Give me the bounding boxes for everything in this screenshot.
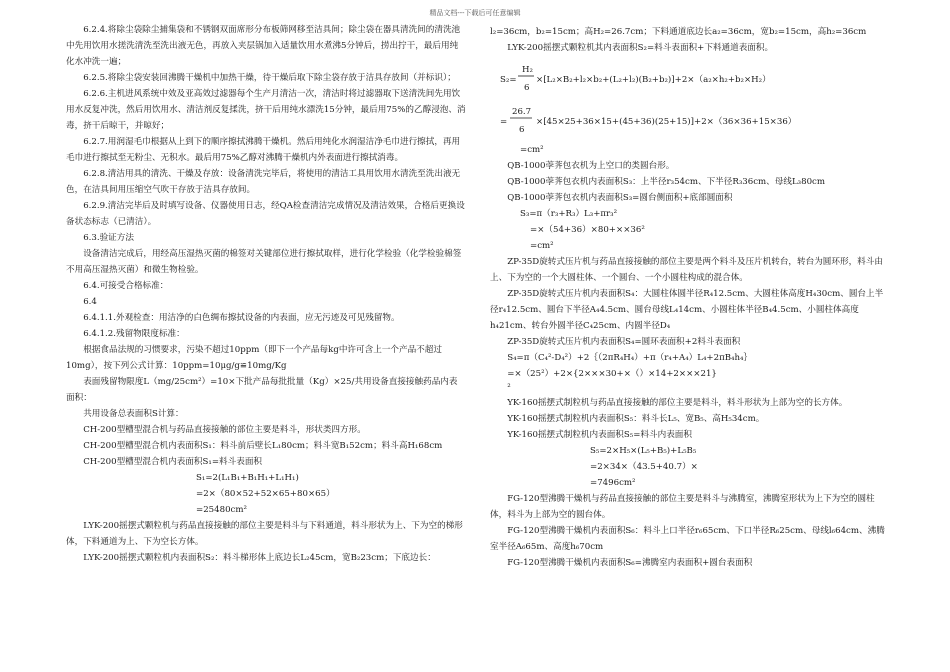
text-line: 6.4.可接受合格标准： [83,281,169,291]
text-line: YK-160摇摆式制粒机内表面积S₅=料斗内表面积 [507,430,692,440]
text-line: 根据食品法规的习惯要求，污染不超过10ppm（即下一个产品每kg中许可含上一个产品不超过10mg），按下列公式计算：10ppm=10μg/g≌10mg/Kg [66,345,442,371]
text-line: S₄=π（C₄²-D₄²）+2｛（2πR₄H₄）+π（r₄+A₄）L₄+2πB₄h₄｝ [507,353,753,363]
text-line: l₂=36cm，b₂=15cm；高H₂=26.7cm；下料通道底边长a₂=36cm，宽b₂=15cm，高h₂=36cm [490,27,867,37]
text-line: LYK-200摇摆式颗粒机内表面积S₂：料斗梯形体上底边长L₂45cm，宽B₂23cm；下底边长： [83,553,436,563]
text-line: =cm² [530,241,554,251]
text-line: S₅=2×H₅×(L₅+B₅)+L₅B₅ [590,446,697,456]
page-header: 精品文档---下载后可任意编辑 [429,9,521,17]
left-column [66,22,466,566]
text-line: =25480cm² [196,505,247,515]
text-line: 6.2.8.清洁用具的清洗、干燥及存放：设备清洗完毕后，将使用的清洁工具用饮用水清洗至洗出液无色，在洁具间用压缩空气吹干存放于洁具存放间。 [66,169,461,195]
eq2-denominator: 6 [519,125,525,135]
eq2-numerator: 26.7 [512,107,532,117]
text-line: FG-120型沸腾干燥机与药品直接接触的部位主要是料斗与沸腾室，沸腾室形状为上下为空的圆柱体，料斗为上部为空的圆台体。 [490,494,875,520]
text-line: 设备清洁完成后，用经高压湿热灭菌的棉签对关键部位进行擦拭取样，进行化学检验（化学检验棉签不用高压湿热灭菌）和微生物检验。 [66,249,462,275]
text-line: S₃=π（r₃+R₃）L₃+πr₃² [520,209,618,219]
text-line: FG-120型沸腾干燥机内表面积S₆=沸腾室内表面积+圆台表面积 [507,558,753,568]
text-line: =×（25²）+2×{2×××30+×（）×14+2×××21} [507,369,717,379]
text-line: QB-1000荸荠包衣机内表面积S₃：上半径r₃54cm、下半径R₃36cm、母线L₃80cm [507,177,826,187]
text-line: 6.4.1.2.残留物限度标准： [83,329,185,339]
text-line: CH-200型槽型混合机与药品直接接触的部位主要是料斗，形状类四方形。 [83,425,366,435]
text-line: 6.3.验证方法 [83,233,134,243]
text-line: 6.2.7.用润湿毛巾根据从上到下的顺序擦拭沸腾干燥机。然后用纯化水润湿洁净毛巾进行擦拭，再用毛巾进行擦拭至无粉尘、无积水。最后用75%乙醇对沸腾干燥机内外表面进行擦拭消毒。 [66,137,461,163]
text-line: CH-200型槽型混合机内表面积S₁：料斗前后壁长L₁80cm；料斗宽B₁52cm；料斗高H₁68cm [83,441,443,451]
text-line: =cm² [520,145,544,155]
text-line: YK-160摇摆式制粒机内表面积S₅：料斗长L₅、宽B₅、高H₅34cm。 [507,414,765,424]
text-line: ZP-35D旋转式压片机内表面积S₄=圆环表面积+2料斗表面积 [507,337,741,347]
equation-s2-formula [500,58,870,98]
eq1-denominator: 6 [524,83,530,93]
eq1-lhs: S₂= [500,75,517,85]
text-line: =7496cm² [590,478,636,488]
text-line: 6.2.4.将除尘袋除尘捕集袋和不锈钢双面席形分布板筛网移至洁具间；除尘袋在器具清洗间的清洗池中先用饮用水搓洗清洗至洗出液无色，再放入夹层锅加入适量饮用水煮沸5分钟后，捞出拧干，最后用纯化水冲洗一遍； [66,25,461,67]
eq1-numerator: H₂ [522,65,533,75]
text-line: 表面残留物限度L（mg/25cm²）=10×下批产品每批批量（Kg）×25/共用设备直接接触药品内表面积： [66,377,458,403]
text-line: =2×34×（43.5+40.7）× [590,462,698,472]
text-line: S₁=2(L₁B₁+B₁H₁+L₁H₁) [196,473,299,483]
eq2-body: ×[45×25+36×15+(45+36)(25+15)]+2×（36×36+15×36） [536,117,797,127]
text-line: LYK-200摇摆式颗粒机与药品直接接触的部位主要是料斗与下料通道，料斗形状为上、下为空的梯形体，下料通道为上、下为空长方体。 [66,521,463,547]
text-line: 6.4 [83,297,97,307]
text-line: YK-160摇摆式制粒机与药品直接接触的部位主要是料斗，料斗形状为上部为空的长方体。 [507,398,848,408]
text-line: =2×（80×52+52×65+80×65） [196,489,335,499]
eq1-body: ×[L₂×B₂+l₂×b₂+(L₂+l₂)(B₂+b₂)]+2×（a₂×h₂+b₂×H₂） [536,75,771,85]
text-line: ² [507,383,511,393]
equation-s2-values [500,100,870,140]
text-line: FG-120型沸腾干燥机内表面积S₆：料斗上口半径r₆65cm、下口半径R₆25cm、母线l₆64cm、沸腾室半径A₆65m、高度h₆70cm [490,526,885,552]
text-line: =×（54+36）×80+××36² [530,225,645,235]
eq2-lhs: = [500,117,508,127]
text-line: QB-1000荸荠包衣机内表面积S₃=圆台侧面积+底部圆面积 [507,193,733,203]
text-line: 6.2.5.将除尘袋安装回沸腾干燥机中加热干燥，待干燥后取下除尘袋存放于洁具存放间（并标识）； [83,73,456,83]
text-line: 6.2.9.清洁完毕后及时填写设备、仪器使用日志，经QA检查清洁完成情况及清洁效果，合格后更换设备状态标志（已清洁）。 [66,201,465,227]
text-line: ZP-35D旋转式压片机内表面积S₄：大圆柱体圆半径R₄12.5cm、大圆柱体高度H₄30cm、圆台上半径r₄12.5cm、圆台下半径A₄4.5cm、圆台母线L₄14cm、小圆柱体半径B₄4.5cm、小圆柱体高度h₄21cm、转台外圆半径C₄25cm、内圆半径D₄ [490,289,884,331]
text-line: QB-1000荸荠包衣机为上空口的类圆台形。 [507,161,675,171]
text-line: 共用设备总表面积S计算： [83,409,184,419]
text-line: ZP-35D旋转式压片机与药品直接接触的部位主要是两个料斗及压片机转台，转台为圆环形，料斗由上、下为空的一个大圆柱体、一个圆台、一个小圆柱构成的混合体。 [490,257,883,283]
text-line: LYK-200摇摆式颗粒机其内表面积S₂=料斗表面积+下料通道表面积。 [507,43,774,53]
text-line: 6.2.6.主机进风系统中效及亚高效过滤器每个生产月清洁一次，清洁时将过滤器取下送清洗间先用饮用水反复冲洗，然后用饮用水、清洁剂反复揉洗，挤干后用纯水漂洗15分钟，最后用75%的乙醇浸泡、消毒，挤干后晾干，并晾好； [66,89,466,131]
text-line: CH-200型槽型混合机内表面积S₁=料斗表面积 [83,457,263,467]
right-column [490,24,890,571]
text-line: 6.4.1.1.外观检查：用洁净的白色绸布擦拭设备的内表面，应无污迹及可见残留物。 [83,313,400,323]
